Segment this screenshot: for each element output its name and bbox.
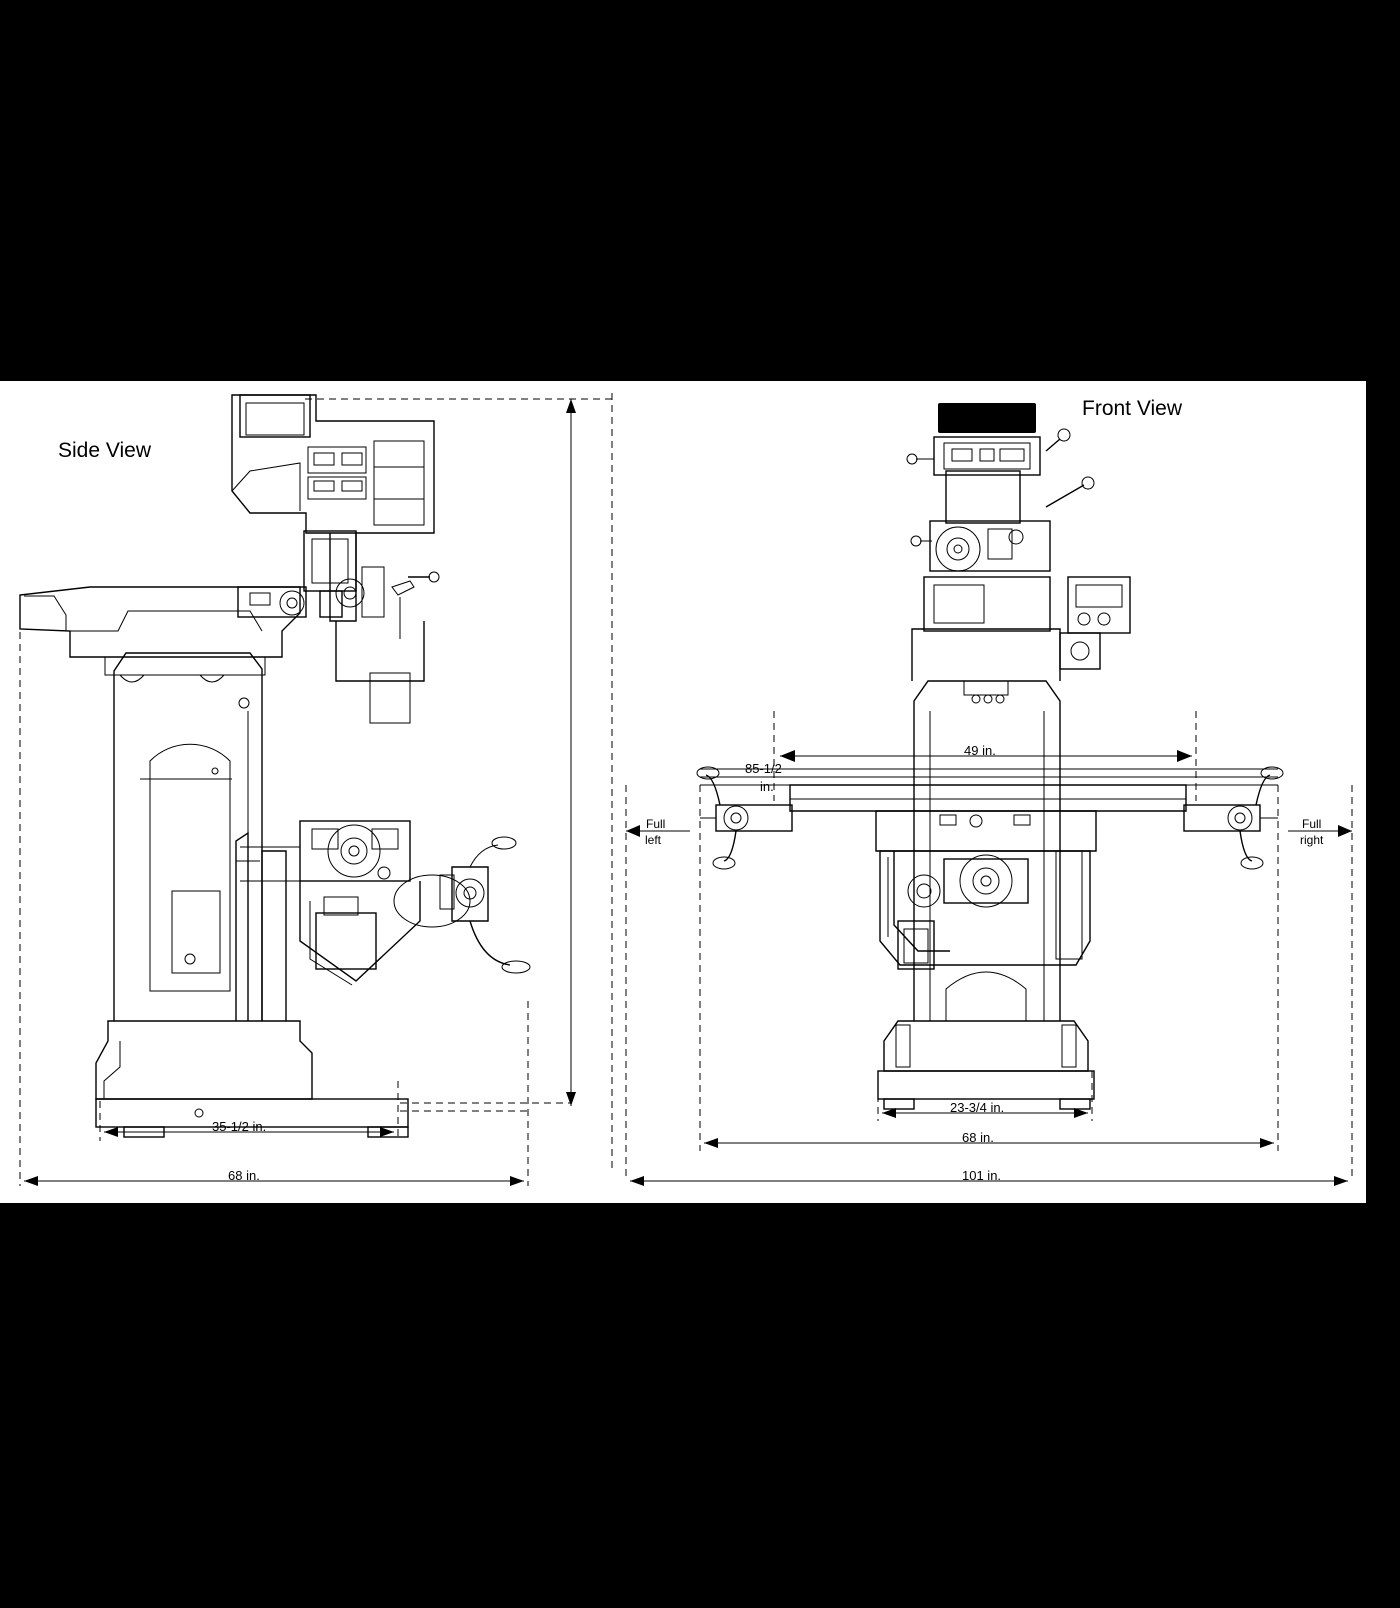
front-full-travel-dim: 101 in. xyxy=(962,1168,1002,1183)
side-base-depth-dim: 35-1/2 in. xyxy=(212,1119,267,1134)
front-base-width-dim: 23-3/4 in. xyxy=(950,1100,1005,1115)
full-left-annotation-line2: left xyxy=(645,833,662,847)
side-view-title: Side View xyxy=(58,439,152,462)
side-overall-depth-dim: 68 in. xyxy=(228,1168,260,1183)
full-right-annotation-line1: Full xyxy=(1302,817,1322,831)
side-height-dim-value: 85-1/2 xyxy=(745,761,782,776)
technical-drawing-svg xyxy=(0,381,1366,1203)
front-machine-width-dim: 68 in. xyxy=(962,1130,994,1145)
full-right-annotation-line2: right xyxy=(1300,833,1324,847)
front-view-title: Front View xyxy=(1082,397,1182,420)
full-left-annotation-line1: Full xyxy=(646,817,666,831)
side-view-group xyxy=(20,395,612,1186)
svg-text:JET: JET xyxy=(973,408,1005,427)
side-height-dim-unit: in. xyxy=(760,779,774,794)
front-view-group xyxy=(612,393,1352,1186)
drawing-sheet xyxy=(0,381,1366,1203)
front-table-travel-dim: 49 in. xyxy=(964,743,996,758)
